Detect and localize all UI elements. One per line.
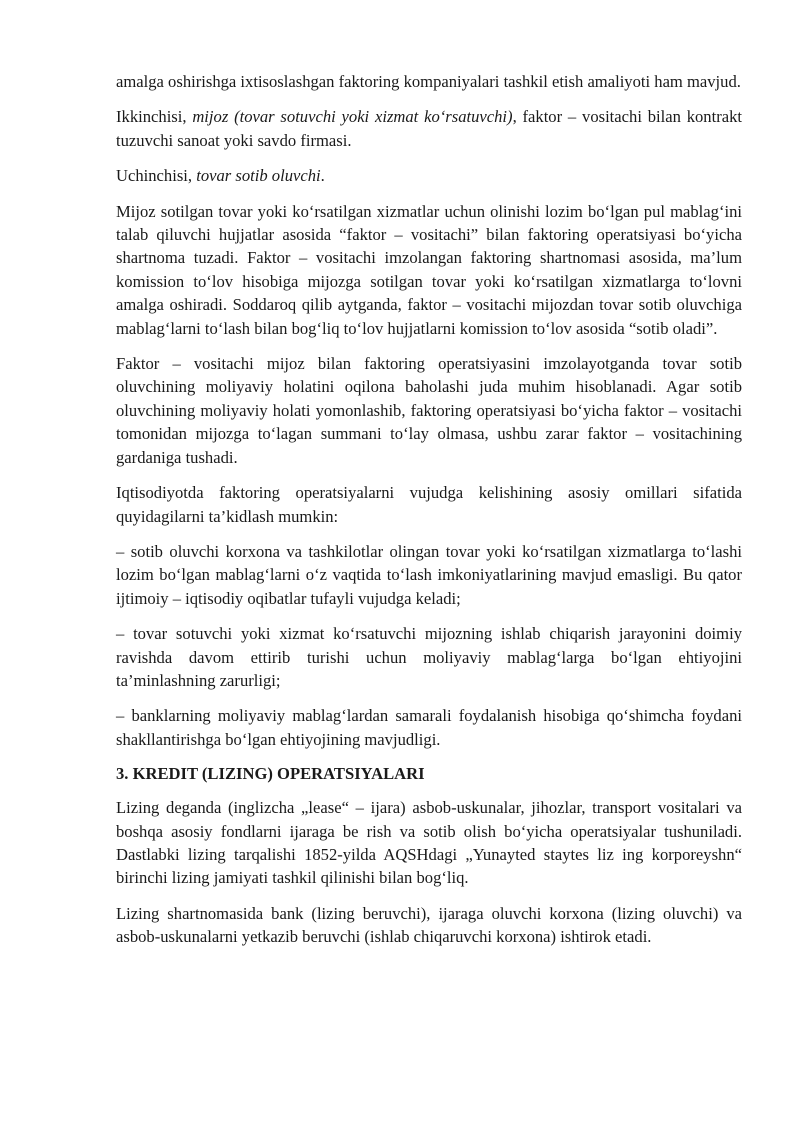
list-item-3: – banklarning moliyaviy mablag‘lardan samarali foydalanish hisobiga qo‘shimcha foydani shakllantirishga bo‘lgan ehtiyojining mavjudligi. — [116, 706, 742, 749]
paragraph-2 — [116, 105, 742, 152]
paragraph-3-pre: Uchinchisi, — [116, 166, 197, 186]
paragraph-11: Lizing shartnomasida bank (lizing beruvchi), ijaraga oluvchi korxona (lizing oluvchi) va asbob-uskunalarni yetkazib beruvchi (ishlab chiqaruvchi korxona) ishtirok etadi. — [116, 903, 742, 947]
paragraph-10: Lizing deganda (inglizcha „lease“ – ijara) asbob-uskunalar, jihozlar, transport vositalari va boshqa asosiy fondlarni ijaraga be rish va sotib olish bo‘yicha operatsiyalar tushuniladi. Dastlabki lizing tarqalishi 1852-yilda AQSHdagi „Yunayted staytes liz ing korporeyshn“ birinchi lizing jamiyati tashkil qilinishi bilan bog‘liq. — [116, 798, 742, 888]
paragraph-2-pre: Ikkinchisi, — [116, 107, 193, 127]
section-heading: 3. KREDIT (LIZING) OPERATSIYALARI — [116, 764, 425, 784]
list-item-2: – tovar sotuvchi yoki xizmat ko‘rsatuvchi mijozning ishlab chiqarish jarayonini doimiy ravishda davom ettirib turishi uchun moliyaviy mablag‘larga bo‘lgan ehtiyojini ta’minlashning zarurligi; — [116, 624, 742, 690]
document-page — [116, 70, 742, 961]
paragraph-3-italic: tovar sotib oluvchi — [196, 166, 321, 186]
paragraph-2-italic: mijoz (tovar sotuvchi yoki xizmat ko‘rsatuvchi) — [192, 107, 513, 127]
paragraph-4: Mijoz sotilgan tovar yoki ko‘rsatilgan xizmatlar uchun olinishi lozim bo‘lgan pul mablag‘ini talab qiluvchi hujjatlar asosida “faktor – vositachi” bilan faktoring operatsiyasi bo‘yicha shartnoma tuzadi. Faktor – vositachi imzolangan faktoring shartnomasi asosida, ma’lum komission to‘lov hisobiga mijozga sotilgan tovar yoki ko‘rsatilgan xizmatlarga to‘lovni amalga oshiradi. Soddaroq qilib aytganda, faktor – vositachi mijozdan tovar sotib oluvchiga mablag‘larni to‘lash bilan bog‘liq to‘lov hujjatlarni komission to‘lov asosida “sotib oladi”. — [116, 201, 742, 338]
paragraph-3 — [116, 164, 742, 187]
paragraph-5: Faktor – vositachi mijoz bilan faktoring operatsiyasini imzolayotganda tovar sotib oluvchining moliyaviy holatini oqilona baholashi juda muhim hisoblanadi. Agar sotib oluvchining moliyaviy holati yomonlashib, faktoring operatsiyasi bo‘yicha faktor – vositachi tomonidan mijozga to‘lagan summani to‘lay olmasa, ushbu zarar faktor – vositachining gardaniga tushadi. — [116, 354, 742, 467]
list-item-1: – sotib oluvchi korxona va tashkilotlar olingan tovar yoki ko‘rsatilgan xizmatlarga to‘lashi lozim bo‘lgan mablag‘larni o‘z vaqtida to‘lash imkoniyatlarining mavjud emasligi. Bu qator ijtimoiy – iqtisodiy oqibatlar tufayli vujudga keladi; — [116, 541, 742, 608]
paragraph-2-post: , faktor – vositachi bilan kontrakt tuzuvchi sanoat yoki savdo firmasi. — [116, 107, 743, 150]
paragraph-1: amalga oshirishga ixtisoslashgan faktoring kompaniyalari tashkil etish amaliyoti ham mavjud. — [116, 72, 741, 91]
paragraph-6: Iqtisodiyotda faktoring operatsiyalarni vujudga kelishining asosiy omillari sifatida quyidagilarni ta’kidlash mumkin: — [116, 483, 742, 526]
paragraph-3-post: . — [320, 166, 325, 186]
